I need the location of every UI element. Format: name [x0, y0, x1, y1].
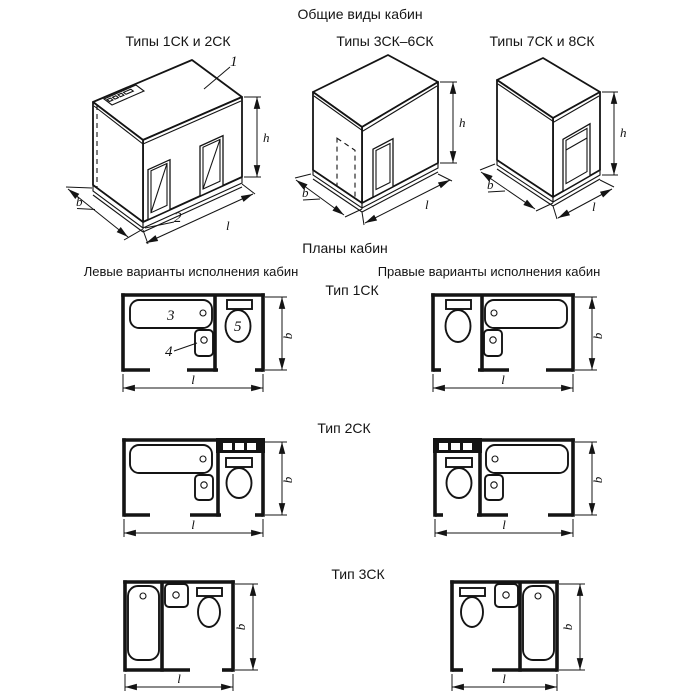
iso-label-3sk-6sk: Типы 3СК–6СК	[336, 33, 434, 49]
toilet-icon	[226, 458, 252, 498]
dimension-b	[575, 442, 605, 515]
vent-block-icon	[433, 438, 482, 453]
toilet-icon	[446, 458, 472, 498]
washbasin-icon	[495, 584, 518, 607]
dimension-b	[559, 584, 585, 670]
dim-label-l: l	[191, 517, 195, 532]
dim-label-l: l	[502, 517, 506, 532]
dim-label-l: l	[425, 197, 429, 212]
dim-label-b: b	[302, 185, 309, 200]
dim-label-b: b	[487, 177, 494, 192]
dim-label-b: b	[233, 623, 248, 631]
type-label-2sk: Тип 2СК	[317, 420, 371, 436]
dimension-l	[433, 372, 573, 392]
callout-number-4: 4	[165, 344, 173, 360]
left-column-title: Левые варианты исполнения кабин	[83, 264, 299, 279]
dimension-b	[265, 442, 295, 515]
dim-label-b: b	[280, 476, 295, 484]
callout-basin	[165, 343, 197, 360]
type-label-3sk: Тип 3СК	[331, 566, 385, 582]
callout-number-5: 5	[234, 319, 242, 335]
bathtub-icon	[128, 586, 159, 660]
callout-number-1: 1	[230, 54, 238, 70]
dim-label-b: b	[76, 194, 83, 209]
iso-view-3sk-6sk	[293, 50, 473, 235]
plan-3sk-left	[112, 575, 272, 697]
dim-label-l: l	[177, 671, 181, 686]
dimension-b	[233, 584, 258, 670]
door-front	[373, 139, 393, 198]
dimension-l	[124, 517, 263, 537]
washbasin-icon	[484, 330, 502, 356]
plan-2sk-right	[422, 435, 607, 547]
dim-label-b: b	[590, 476, 605, 484]
iso-label-7sk-8sk: Типы 7СК и 8СК	[489, 33, 595, 49]
dimension-h	[244, 97, 270, 177]
bathtub-icon	[130, 445, 212, 473]
cabin-box	[497, 58, 600, 206]
washbasin-icon	[195, 475, 213, 500]
plan-2sk-left	[112, 435, 297, 547]
dim-label-b: b	[590, 332, 605, 340]
toilet-icon	[460, 588, 485, 627]
iso-view-7sk-8sk	[478, 50, 643, 235]
vent-block-icon	[216, 438, 265, 453]
page-title: Общие виды кабин	[297, 6, 423, 22]
iso-label-1sk-2sk: Типы 1СК и 2СК	[125, 33, 231, 49]
toilet-icon	[197, 588, 222, 627]
dimension-l	[435, 517, 573, 537]
washbasin-icon	[195, 330, 213, 356]
dim-label-h: h	[263, 130, 270, 145]
plan-1sk-left	[112, 290, 297, 395]
type-label-1sk: Тип 1СК	[325, 282, 379, 298]
bathtub-icon	[486, 445, 568, 473]
callout-number-3: 3	[167, 308, 175, 324]
bathtub-icon	[523, 586, 554, 660]
plans-title: Планы кабин	[302, 240, 388, 256]
cabin-box	[93, 60, 242, 232]
washbasin-icon	[165, 584, 188, 607]
dim-label-l: l	[592, 199, 596, 214]
dim-label-h: h	[620, 125, 627, 140]
callout-number-2: 2	[174, 210, 182, 226]
dimension-b	[265, 297, 295, 370]
washbasin-icon	[485, 475, 503, 500]
dim-label-h: h	[459, 115, 466, 130]
bathtub-icon	[485, 300, 567, 328]
cabin-box	[313, 55, 438, 212]
toilet-icon	[446, 300, 472, 342]
door-left	[148, 160, 170, 220]
dimension-l	[123, 372, 263, 392]
dimension-h	[602, 92, 627, 175]
door-right	[200, 136, 223, 197]
iso-view-1sk-2sk	[58, 50, 293, 250]
dimension-l	[452, 671, 557, 691]
dim-label-b: b	[280, 332, 295, 340]
dim-label-l: l	[226, 218, 230, 233]
plan-1sk-right	[422, 290, 607, 395]
plan-3sk-right	[437, 575, 597, 697]
dimension-h	[440, 82, 466, 163]
dim-label-b: b	[560, 623, 575, 631]
dim-label-l: l	[191, 372, 195, 387]
dim-label-l: l	[502, 671, 506, 686]
dimension-b	[575, 297, 605, 370]
dim-label-l: l	[501, 372, 505, 387]
dimension-l	[125, 671, 233, 691]
right-column-title: Правые варианты исполнения кабин	[377, 264, 601, 279]
